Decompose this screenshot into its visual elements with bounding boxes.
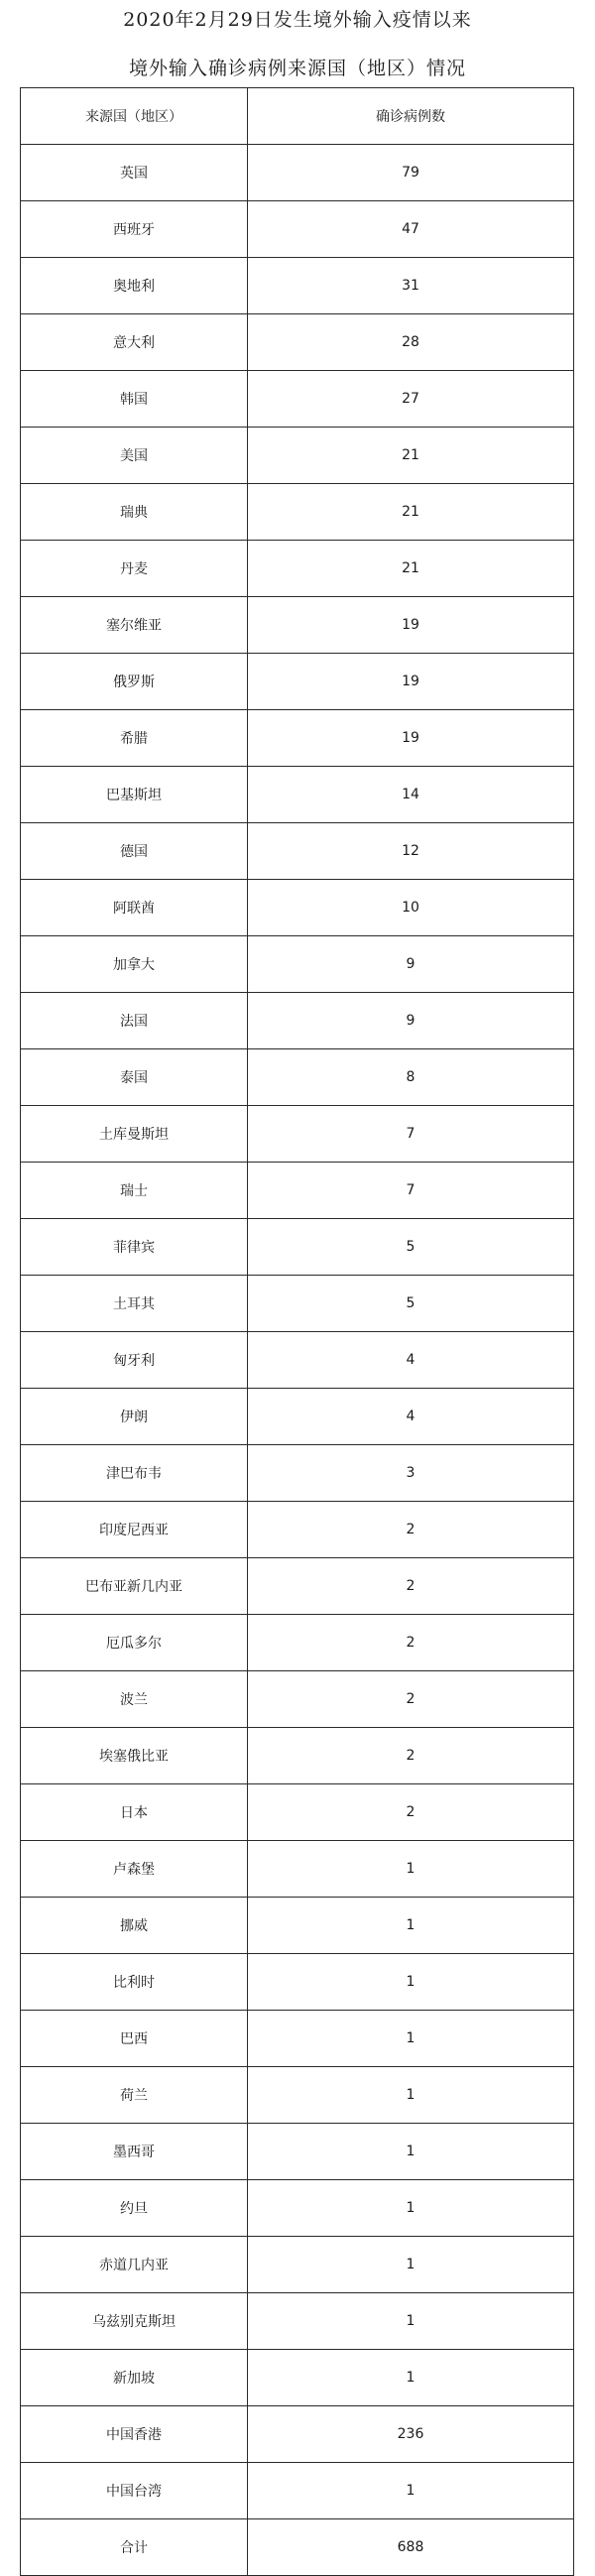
- case-count-cell: 7: [248, 1106, 574, 1163]
- case-count-cell: 19: [248, 654, 574, 710]
- country-cell: 合计: [21, 2519, 248, 2576]
- table-row: [21, 767, 574, 823]
- table-row: [21, 1163, 574, 1219]
- case-count-cell: 2: [248, 1502, 574, 1558]
- country-cell: 土耳其: [21, 1276, 248, 1332]
- country-cell: 瑞士: [21, 1163, 248, 1219]
- country-cell: 塞尔维亚: [21, 597, 248, 654]
- case-count-cell: 47: [248, 201, 574, 258]
- case-count-cell: 5: [248, 1219, 574, 1276]
- case-count-cell: 2: [248, 1558, 574, 1615]
- table-row: [21, 314, 574, 371]
- table-row: [21, 1219, 574, 1276]
- case-count-cell: 7: [248, 1163, 574, 1219]
- table-row: [21, 2406, 574, 2463]
- country-cell: 日本: [21, 1784, 248, 1841]
- table-row: [21, 258, 574, 314]
- case-count-cell: 9: [248, 993, 574, 1049]
- country-cell: 意大利: [21, 314, 248, 371]
- case-count-cell: 1: [248, 2124, 574, 2180]
- table-row: [21, 145, 574, 201]
- case-count-cell: 3: [248, 1445, 574, 1502]
- source-country-table: [20, 87, 574, 2576]
- case-count-cell: 2: [248, 1671, 574, 1728]
- table-row: [21, 936, 574, 993]
- country-cell: 津巴布韦: [21, 1445, 248, 1502]
- case-count-cell: 21: [248, 428, 574, 484]
- table-row: [21, 371, 574, 428]
- table-row: [21, 1049, 574, 1106]
- table-row: [21, 2237, 574, 2293]
- country-cell: 泰国: [21, 1049, 248, 1106]
- case-count-cell: 31: [248, 258, 574, 314]
- table-row: [21, 201, 574, 258]
- table-row: [21, 2180, 574, 2237]
- table-row: [21, 2350, 574, 2406]
- country-cell: 荷兰: [21, 2067, 248, 2124]
- table-row: [21, 597, 574, 654]
- case-count-cell: 2: [248, 1615, 574, 1671]
- table-row: [21, 1445, 574, 1502]
- country-cell: 挪威: [21, 1898, 248, 1954]
- table-row: [21, 1728, 574, 1784]
- table-row: [21, 710, 574, 767]
- table-row: [21, 1276, 574, 1332]
- case-count-cell: 10: [248, 880, 574, 936]
- country-cell: 约旦: [21, 2180, 248, 2237]
- table-row: [21, 2124, 574, 2180]
- table-row: [21, 1615, 574, 1671]
- case-count-cell: 12: [248, 823, 574, 880]
- table-row: [21, 2293, 574, 2350]
- case-count-cell: 4: [248, 1389, 574, 1445]
- case-count-cell: 1: [248, 2293, 574, 2350]
- table-row: [21, 1784, 574, 1841]
- case-count-cell: 1: [248, 2011, 574, 2067]
- case-count-cell: 28: [248, 314, 574, 371]
- case-count-cell: 21: [248, 484, 574, 541]
- case-count-cell: 8: [248, 1049, 574, 1106]
- country-cell: 匈牙利: [21, 1332, 248, 1389]
- country-cell: 韩国: [21, 371, 248, 428]
- case-count-cell: 4: [248, 1332, 574, 1389]
- country-cell: 波兰: [21, 1671, 248, 1728]
- table-row: [21, 1558, 574, 1615]
- table-row: [21, 484, 574, 541]
- case-count-cell: 688: [248, 2519, 574, 2576]
- case-count-cell: 14: [248, 767, 574, 823]
- table-row: [21, 2463, 574, 2519]
- table-row: [21, 2011, 574, 2067]
- country-cell: 伊朗: [21, 1389, 248, 1445]
- country-cell: 法国: [21, 993, 248, 1049]
- header-confirmed-cases: 确诊病例数: [248, 88, 574, 145]
- country-cell: 中国台湾: [21, 2463, 248, 2519]
- case-count-cell: 27: [248, 371, 574, 428]
- country-cell: 厄瓜多尔: [21, 1615, 248, 1671]
- case-count-cell: 1: [248, 2463, 574, 2519]
- case-count-cell: 236: [248, 2406, 574, 2463]
- country-cell: 希腊: [21, 710, 248, 767]
- country-cell: 墨西哥: [21, 2124, 248, 2180]
- table-header-row: [21, 88, 574, 145]
- table-row: [21, 1502, 574, 1558]
- country-cell: 德国: [21, 823, 248, 880]
- country-cell: 丹麦: [21, 541, 248, 597]
- case-count-cell: 5: [248, 1276, 574, 1332]
- table-row: [21, 1841, 574, 1898]
- country-cell: 奥地利: [21, 258, 248, 314]
- country-cell: 印度尼西亚: [21, 1502, 248, 1558]
- case-count-cell: 9: [248, 936, 574, 993]
- case-count-cell: 1: [248, 1954, 574, 2011]
- country-cell: 美国: [21, 428, 248, 484]
- table-row: [21, 1954, 574, 2011]
- table-row: [21, 654, 574, 710]
- table-row: [21, 993, 574, 1049]
- case-count-cell: 21: [248, 541, 574, 597]
- country-cell: 赤道几内亚: [21, 2237, 248, 2293]
- country-cell: 西班牙: [21, 201, 248, 258]
- country-cell: 巴西: [21, 2011, 248, 2067]
- case-count-cell: 19: [248, 710, 574, 767]
- country-cell: 中国香港: [21, 2406, 248, 2463]
- country-cell: 加拿大: [21, 936, 248, 993]
- header-source-country: 来源国（地区）: [21, 88, 248, 145]
- case-count-cell: 1: [248, 2180, 574, 2237]
- country-cell: 乌兹别克斯坦: [21, 2293, 248, 2350]
- case-count-cell: 1: [248, 2350, 574, 2406]
- table-row: [21, 1332, 574, 1389]
- case-count-cell: 79: [248, 145, 574, 201]
- country-cell: 俄罗斯: [21, 654, 248, 710]
- country-cell: 菲律宾: [21, 1219, 248, 1276]
- country-cell: 英国: [21, 145, 248, 201]
- table-row: [21, 1389, 574, 1445]
- case-count-cell: 1: [248, 2067, 574, 2124]
- table-row: [21, 1106, 574, 1163]
- country-cell: 比利时: [21, 1954, 248, 2011]
- country-cell: 新加坡: [21, 2350, 248, 2406]
- country-cell: 土库曼斯坦: [21, 1106, 248, 1163]
- table-row: [21, 823, 574, 880]
- table-row: [21, 541, 574, 597]
- country-cell: 埃塞俄比亚: [21, 1728, 248, 1784]
- page-subtitle: 境外输入确诊病例来源国（地区）情况: [128, 58, 466, 79]
- page-title: 2020年2月29日发生境外输入疫情以来: [123, 9, 472, 31]
- table-row: [21, 1671, 574, 1728]
- table-row: [21, 2519, 574, 2576]
- case-count-cell: 1: [248, 1841, 574, 1898]
- case-count-cell: 2: [248, 1784, 574, 1841]
- country-cell: 巴基斯坦: [21, 767, 248, 823]
- case-count-cell: 2: [248, 1728, 574, 1784]
- table-row: [21, 880, 574, 936]
- case-count-cell: 1: [248, 2237, 574, 2293]
- country-cell: 阿联酋: [21, 880, 248, 936]
- table-row: [21, 2067, 574, 2124]
- country-cell: 瑞典: [21, 484, 248, 541]
- case-count-cell: 19: [248, 597, 574, 654]
- case-count-cell: 1: [248, 1898, 574, 1954]
- table-row: [21, 428, 574, 484]
- country-cell: 巴布亚新几内亚: [21, 1558, 248, 1615]
- table-body: [21, 145, 574, 2576]
- table-row: [21, 1898, 574, 1954]
- country-cell: 卢森堡: [21, 1841, 248, 1898]
